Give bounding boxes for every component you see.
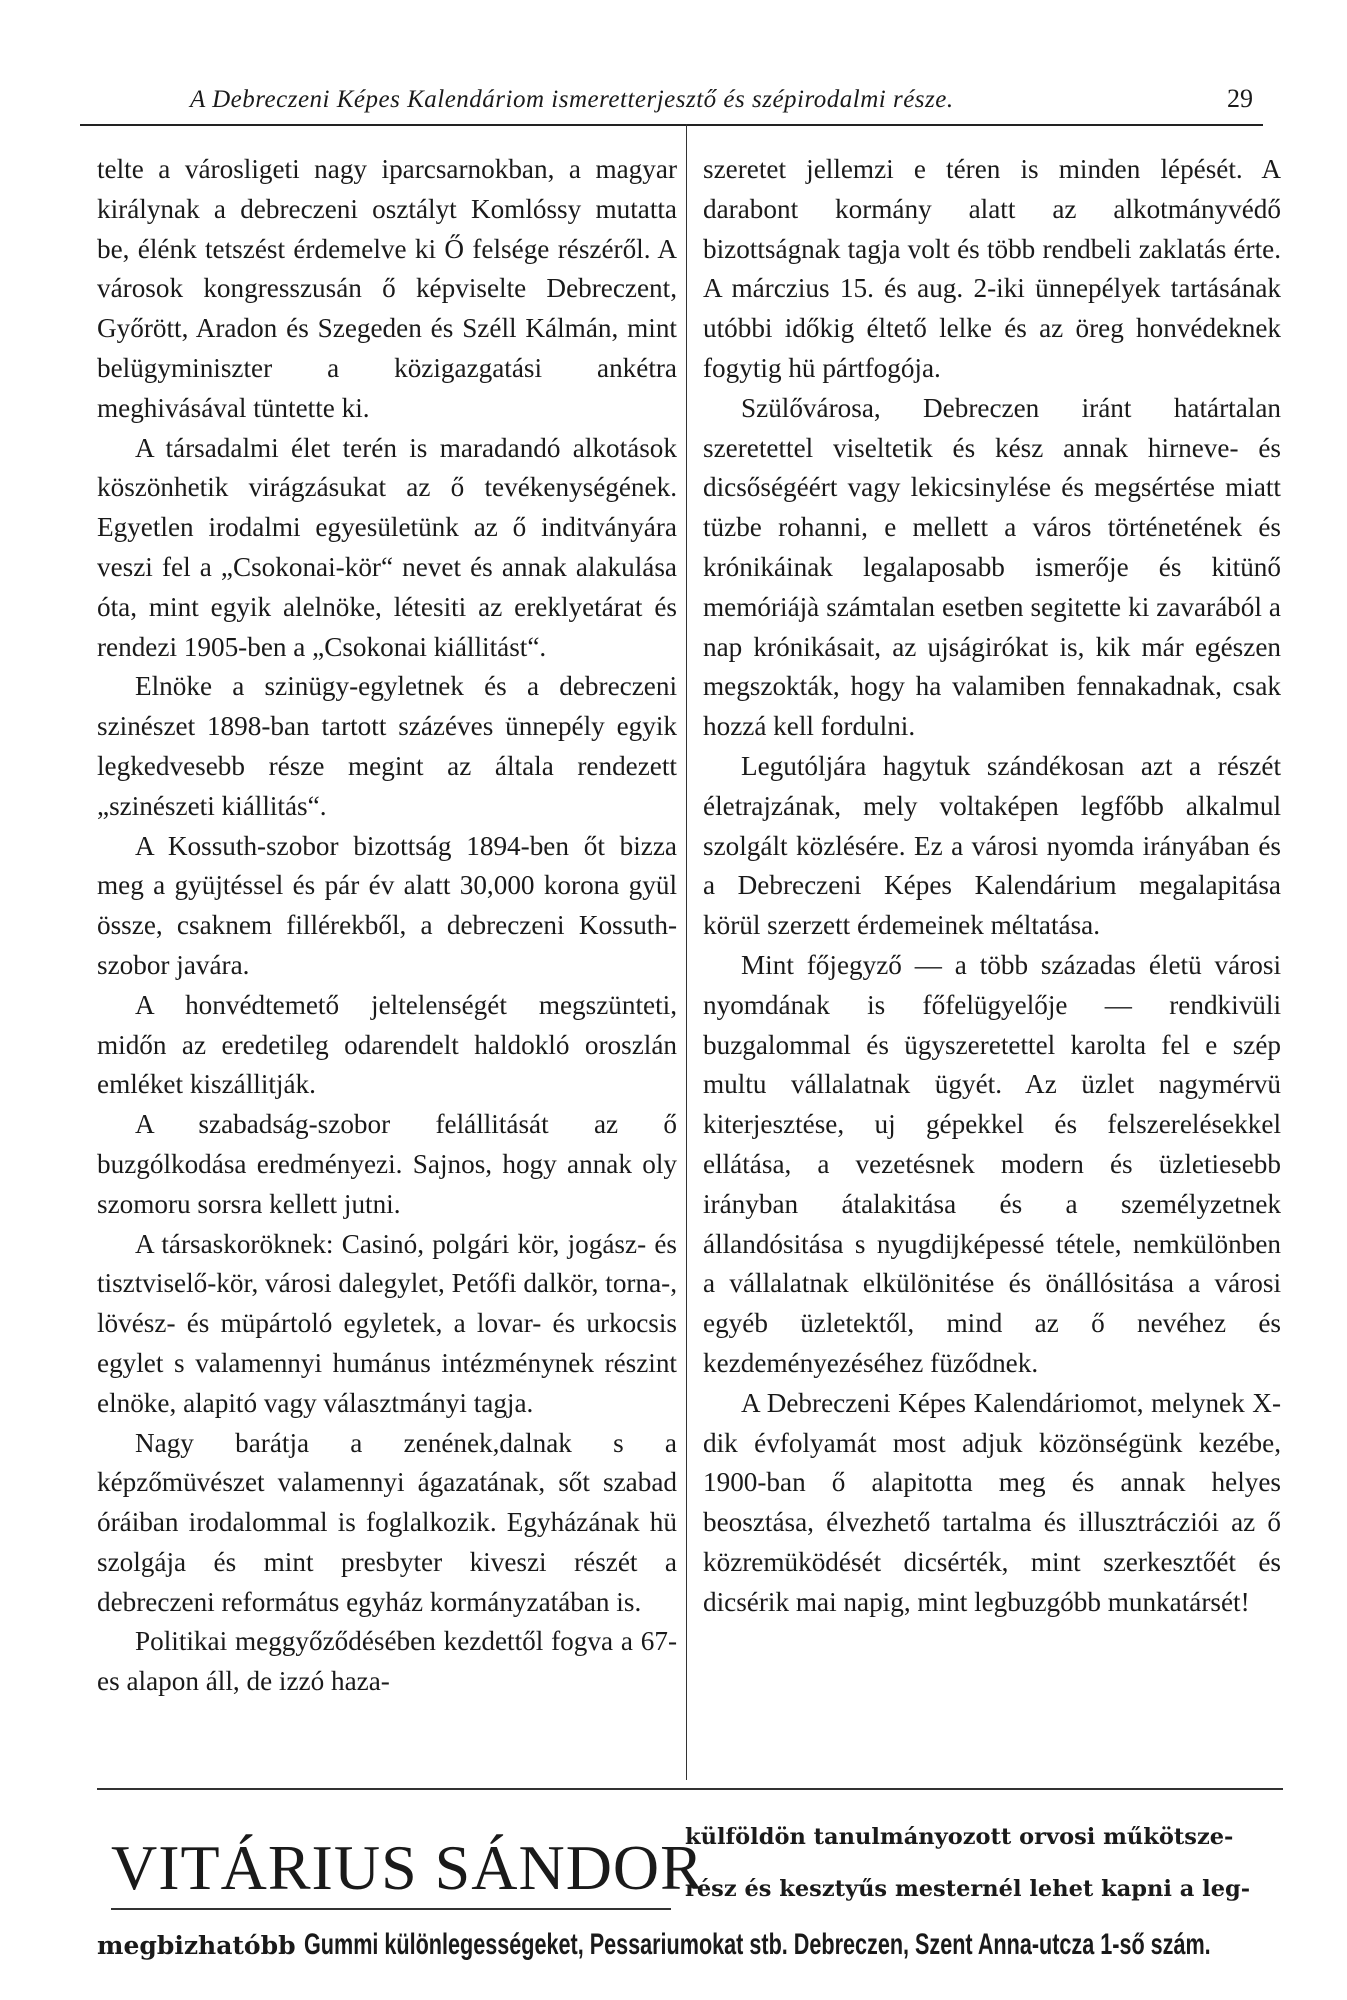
- left-column: [97, 150, 677, 1770]
- paragraph: Szülővárosa, Debreczen iránt határtalan szeretettel viseltetik és kész annak hirneve- és dicsőségéért vagy lekicsinylése és megsértése miatt tüzbe rohanni, e mellett a város történetének és krónikáinak legalaposabb ismerője és kitünő memóriájà számtalan esetben segitette ki zavarából a nap krónikásait, az ujságirókat is, kik már egészen megszokták, hogy ha valamiben fennakadnak, csak hozzá kell fordulni.: [703, 392, 1281, 742]
- page-number: 29: [1227, 84, 1253, 113]
- paragraph: A Debreczeni Képes Kalendáriomot, melynek X-dik évfolyamát most adjuk közönségünk kezébe, 1900-ban ő alapitotta meg és annak helyes beosztása, élvezhető tartalma és illusztrácziói az ő közremüködését dicsérték, mint szerkesztőét és dicsérik mai napig, mint legbuzgóbb munkatársét!: [703, 1387, 1281, 1617]
- paragraph: A honvédtemető jeltelenségét megszünteti, midőn az eredetileg odarendelt haldokló oroszlán emléket kiszállitják.: [97, 989, 677, 1100]
- right-column: [703, 150, 1281, 1770]
- section-divider: [97, 1788, 1283, 1790]
- paragraph: A szabadság-szobor felállitását az ő buzgólkodása eredményezi. Sajnos, hogy annak oly szomoru sorsra kellett jutni.: [97, 1109, 677, 1219]
- ad-text-line-2: rész és kesztyűs mesternél lehet kapni a leg-: [685, 1876, 1251, 1902]
- ad-text-line-3-end: Gummi különlegességeket, Pessariumokat stb. Debreczen, Szent Anna-utcza 1-ső szám.: [303, 1928, 1211, 1961]
- ad-text-line-3-start: megbizhatóbb: [97, 1931, 296, 1960]
- paragraph: Nagy barátja a zenének,dalnak s a képzőmüvészet valamennyi ágazatának, sőt szabad óráiban irodalommal is foglalkozik. Egyházának hü szolgája és mint presbyter kiveszi részét a debreczeni református egyház kormányzatában is.: [97, 1427, 677, 1617]
- column-divider: [686, 124, 687, 1780]
- paragraph: Elnöke a szinügy-egyletnek és a debreczeni szinészet 1898-ban tartott százéves ünnepély egyik legkedvesebb része megint az általa rendezett „szinészeti kiállitás“.: [97, 671, 677, 821]
- name-underline: [111, 1908, 671, 1910]
- paragraph: A társadalmi élet terén is maradandó alkotások köszönhetik virágzásukat az ő tevékenységének. Egyetlen irodalmi egyesületünk az ő inditványára veszi fel a „Csokonai-kör“ nevet és annak alakulása óta, mint egyik alelnöke, létesiti az ereklyetárat és rendezi 1905-ben a „Csokonai kiállitást“.: [97, 432, 677, 662]
- ad-text-line-3: [97, 1928, 1347, 1962]
- paragraph: telte a városligeti nagy iparcsarnokban, a magyar királynak a debreczeni osztályt Komlóssy mutatta be, élénk tetszést érdemelve ki Ő felsége részéről. A városok kongresszusán ő képviselte Debreczent, Győrött, Aradon és Szegeden és Széll Kálmán, mint belügyminiszter a közigazgatási ankétra meghivásával tüntette ki.: [97, 154, 677, 423]
- ad-text-line-1: külföldön tanulmányozott orvosi műkötsze-: [685, 1824, 1234, 1850]
- paragraph: Mint főjegyző — a több századas életü városi nyomdának is főfelügyelője — rendkivüli buzgalommal és ügyszeretettel karolta fel e szép multu vállalatnak ügyét. Az üzlet nagymérvü kiterjesztése, uj gépekkel és felszerelésekkel ellátása, a vezetésnek modern és üzletiesebb irányban átalakitása és a személyzetnek állandósitása s nyugdijképessé tétele, nemkülönben a vállalatnak elkülönitése és önállósitása a városi egyéb üzletektől, mind az ő nevéhez és kezdeményezéséhez füződnek.: [703, 949, 1281, 1378]
- paragraph: szeretet jellemzi e téren is minden lépését. A darabont kormány alatt az alkotmányvédő bizottságnak tagja volt és több rendbeli zaklatás érte. A márczius 15. és aug. 2-iki ünnepélyek tartásának utóbbi időkig éltető lelke és az öreg honvédeknek fogytig hü pártfogója.: [703, 154, 1281, 383]
- running-header: [80, 84, 1263, 126]
- paragraph: Legutóljára hagytuk szándékosan azt a részét életrajzának, mely voltaképen legfőbb alkalmul szolgált közlésére. Ez a városi nyomda irányában és a Debreczeni Képes Kalendárium megalapitása körül szerzett érdemeinek méltatása.: [703, 750, 1281, 941]
- paragraph: A társaskoröknek: Casinó, polgári kör, jogász- és tisztviselő-kör, városi dalegylet, Petőfi dalkör, torna-, lövész- és müpártoló egyletek, a lovar- és urkocsis egylet s valamennyi humánus intézménynek részint elnöke, alapitó vagy választmányi tagja.: [97, 1228, 677, 1418]
- advertisement: [97, 1800, 1283, 1990]
- running-title: A Debreczeni Képes Kalendáriom ismeretterjesztő és szépirodalmi része.: [190, 86, 954, 113]
- paragraph: Politikai meggyőződésében kezdettől fogva a 67-es alapon áll, de izzó haza-: [97, 1626, 677, 1697]
- paragraph: A Kossuth-szobor bizottság 1894-ben őt bizza meg a gyüjtéssel és pár év alatt 30,000 korona gyül össze, csaknem fillérekből, a debreczeni Kossuth-szobor javára.: [97, 830, 677, 980]
- advertiser-name: VITÁRIUS SÁNDOR: [111, 1832, 704, 1903]
